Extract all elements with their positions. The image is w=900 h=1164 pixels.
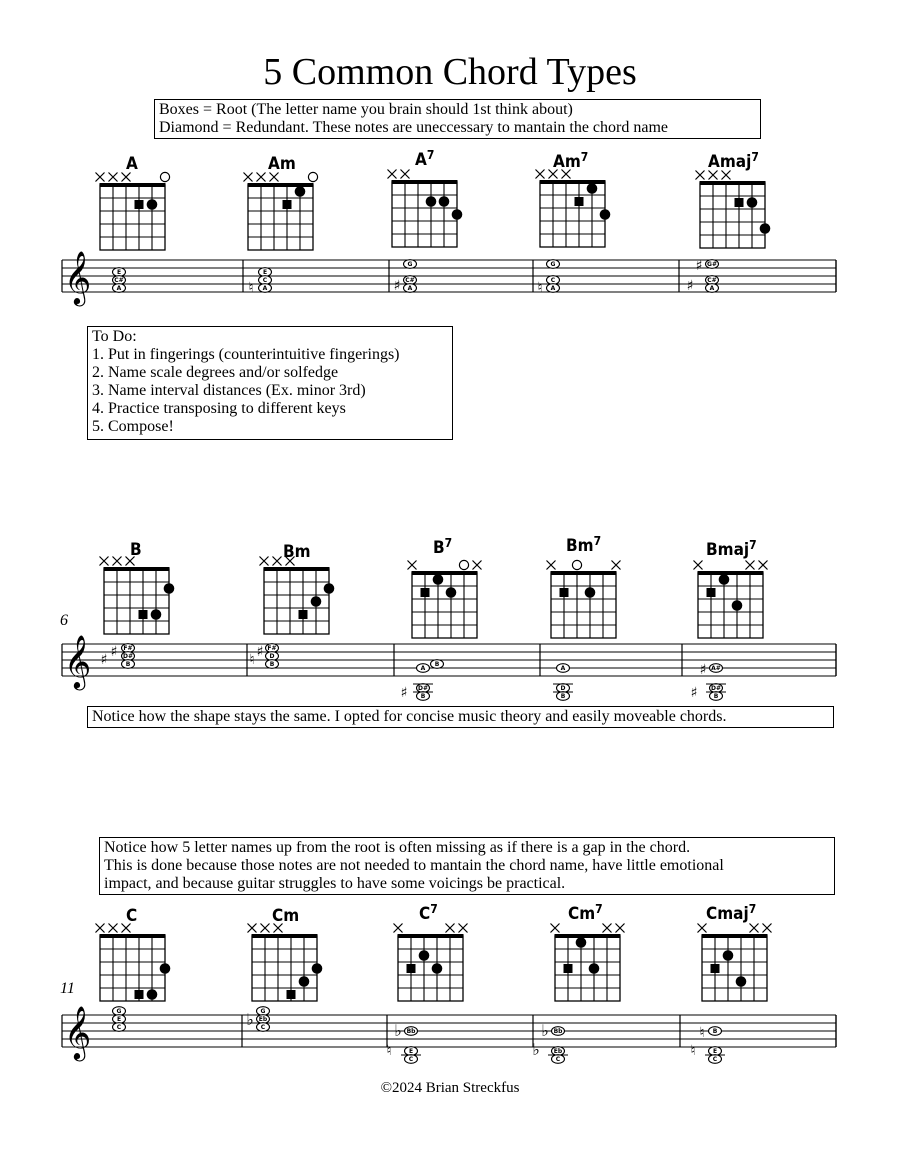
chord-diagram-A7 [392,182,457,247]
finger-dot-marker [600,209,611,220]
note-letter: C# [707,277,717,285]
accidental-icon: ♯ [686,278,694,294]
chord-diagram-A [100,185,165,250]
muted-string-icon [612,561,621,570]
treble-clef-icon: 𝄞 [64,634,92,688]
chord-name-Bm7: Bm$^7$ [566,534,602,556]
root-square-marker [287,990,296,999]
muted-string-icon [709,171,718,180]
muted-string-icon [113,557,122,566]
accidental-icon: ♮ [248,280,254,296]
muted-string-icon [260,557,269,566]
note-letter: A [420,665,426,673]
muted-string-icon [257,173,266,182]
accidental-icon: ♯ [699,662,707,678]
todo-item: 1. Put in fingerings (counterintuitive fingerings) [92,346,400,363]
root-square-marker [135,200,144,209]
note-letter: C [550,277,556,285]
finger-dot-marker [576,937,587,948]
note-letter: B [712,1028,718,1036]
root-square-marker [283,200,292,209]
muted-string-icon [603,924,612,933]
finger-dot-marker [299,976,310,987]
root-square-marker [560,588,569,597]
open-string-icon [572,560,581,569]
root-square-marker [299,610,308,619]
muted-string-icon [694,561,703,570]
accidental-icon: ♮ [699,1025,705,1041]
note-letter: E [408,1048,414,1056]
muted-string-icon [109,173,118,182]
chord-name-C: C [126,906,138,926]
muted-string-icon [408,561,417,570]
muted-string-icon [562,170,571,179]
accidental-icon: ♯ [100,652,108,668]
muted-string-icon [96,173,105,182]
todo-heading: To Do: [92,328,137,345]
muted-string-icon [270,173,279,182]
page-title: 5 Common Chord Types [263,51,637,93]
chord-name-Am7: Am$^7$ [553,150,589,172]
chord-name-B: B [130,540,142,560]
chord-name-C7: $C^7$ [419,902,438,924]
chord-diagram-B7 [412,573,477,638]
muted-string-icon [96,924,105,933]
finger-dot-marker [439,196,450,207]
note-letter: G [407,261,413,269]
note-letter: D [560,685,566,693]
root-square-marker [135,990,144,999]
muted-string-icon [722,171,731,180]
note-letter: B [434,661,440,669]
finger-dot-marker [311,596,322,607]
muted-string-icon [459,924,468,933]
note-letter: Bb [406,1028,416,1036]
chord-name-Amaj7: Amaj$^7$ [708,150,759,172]
chord-name-Cm: Cm [272,906,300,926]
chord-name-Am: Am [268,154,296,174]
accidental-icon: ♯ [690,685,698,701]
note-letter: E [712,1048,718,1056]
finger-dot-marker [736,976,747,987]
muted-string-icon [122,924,131,933]
chord-diagram-Amaj7 [700,183,765,248]
note-letter: C# [114,277,124,285]
chord-name-A7: $A^7$ [415,148,435,170]
finger-dot-marker [295,186,306,197]
accidental-icon: ♯ [393,278,401,294]
finger-dot-marker [419,950,430,961]
copyright-footer: ©2024 Brian Streckfus [380,1080,520,1096]
finger-dot-marker [760,223,771,234]
finger-dot-marker [426,196,437,207]
finger-dot-marker [585,587,596,598]
note-letter: A# [711,665,721,673]
note-letter: B [420,693,426,701]
treble-clef-icon: 𝄞 [64,1005,92,1059]
accidental-icon: ♯ [110,644,118,660]
note-letter: C [260,1024,266,1032]
muted-string-icon [261,924,270,933]
chord-diagram-Bmaj7 [698,573,763,638]
note-letter: D# [710,685,722,693]
note-letter: B [713,693,719,701]
note-letter: D# [122,653,134,661]
accidental-icon: ♮ [249,652,255,668]
open-string-icon [308,172,317,181]
note-letter: F# [123,645,133,653]
note-letter: Eb [258,1016,268,1024]
accidental-icon: ♭ [532,1040,540,1059]
todo-item: 2. Name scale degrees and/or solfedge [92,364,339,381]
note-letter: D [269,653,275,661]
chord-name-Cmaj7: Cmaj$^7$ [706,902,757,924]
legend-line-1: Boxes = Root (The letter name you brain should 1st think about) [159,101,573,118]
accidental-icon: ♯ [695,258,703,274]
finger-dot-marker [747,197,758,208]
muted-string-icon [274,924,283,933]
finger-dot-marker [160,963,171,974]
chord-diagram-B [104,569,169,634]
note-letter: E [116,1016,122,1024]
note-letter: Bb [553,1028,563,1036]
muted-string-icon [547,561,556,570]
finger-dot-marker [432,963,443,974]
finger-dot-marker [723,950,734,961]
muted-string-icon [244,173,253,182]
gap-note-line-3: impact, and because guitar struggles to have some voicings be practical. [104,875,566,892]
muted-string-icon [473,561,482,570]
shape-note-text: Notice how the shape stays the same. I opted for concise music theory and easily moveable chords. [92,708,727,725]
note-letter: C [262,277,268,285]
chord-diagram-Bm7 [551,573,616,638]
root-square-marker [139,610,148,619]
muted-string-icon [273,557,282,566]
open-string-icon [160,172,169,181]
note-letter: A [560,665,566,673]
finger-dot-marker [732,600,743,611]
root-square-marker [407,964,416,973]
note-letter: A [262,285,268,293]
finger-dot-marker [446,587,457,598]
muted-string-icon [750,924,759,933]
root-square-marker [711,964,720,973]
open-string-icon [459,560,468,569]
note-letter: G [116,1008,122,1016]
chord-name-Cm7: Cm$^7$ [568,902,603,924]
accidental-icon: ♭ [541,1021,549,1040]
muted-string-icon [446,924,455,933]
note-letter: D# [417,685,429,693]
root-square-marker [735,198,744,207]
finger-dot-marker [589,963,600,974]
note-letter: A [550,285,556,293]
finger-dot-marker [164,583,175,594]
note-letter: Eb [553,1048,563,1056]
muted-string-icon [248,924,257,933]
note-letter: B [560,693,566,701]
finger-dot-marker [312,963,323,974]
finger-dot-marker [324,583,335,594]
note-letter: G# [707,261,717,269]
note-letter: B [269,661,275,669]
finger-dot-marker [151,609,162,620]
note-letter: A [407,285,413,293]
root-square-marker [707,588,716,597]
accidental-icon: ♮ [386,1043,392,1059]
accidental-icon: ♭ [246,1010,254,1029]
note-letter: C [408,1056,414,1064]
note-letter: F# [267,645,277,653]
finger-dot-marker [433,574,444,585]
todo-item: 4. Practice transposing to different keys [92,400,346,417]
accidental-icon: ♯ [256,644,264,660]
todo-item: 5. Compose! [92,418,174,435]
finger-dot-marker [147,989,158,1000]
measure-number-11: 11 [60,980,75,997]
muted-string-icon [551,924,560,933]
measure-number-6: 6 [60,612,68,629]
muted-string-icon [401,170,410,179]
todo-item: 3. Name interval distances (Ex. minor 3rd) [92,382,366,399]
muted-string-icon [763,924,772,933]
treble-clef-icon: 𝄞 [64,250,92,304]
muted-string-icon [109,924,118,933]
finger-dot-marker [587,183,598,194]
accidental-icon: ♮ [537,280,543,296]
root-square-marker [421,588,430,597]
note-letter: E [262,269,268,277]
finger-dot-marker [719,574,730,585]
chord-name-Bm: Bm [283,542,311,562]
gap-note-line-1: Notice how 5 letter names up from the root is often missing as if there is a gap in the chord. [104,839,691,856]
root-square-marker [575,197,584,206]
note-letter: G [550,261,556,269]
muted-string-icon [698,924,707,933]
chord-name-Bmaj7: Bmaj$^7$ [706,538,757,560]
note-letter: A [709,285,715,293]
note-letter: C [555,1056,561,1064]
muted-string-icon [759,561,768,570]
finger-dot-marker [147,199,158,210]
accidental-icon: ♭ [394,1021,402,1040]
note-letter: C [712,1056,718,1064]
chord-name-A: A [126,154,138,174]
chord-diagram-Cm [252,936,317,1001]
legend-line-2: Diamond = Redundant. These notes are uneccessary to mantain the chord name [159,119,669,136]
root-square-marker [564,964,573,973]
note-letter: B [125,661,131,669]
accidental-icon: ♮ [690,1043,696,1059]
muted-string-icon [549,170,558,179]
muted-string-icon [122,173,131,182]
note-letter: A [116,285,122,293]
muted-string-icon [746,561,755,570]
muted-string-icon [616,924,625,933]
note-letter: G [260,1008,266,1016]
muted-string-icon [388,170,397,179]
note-letter: C [116,1024,122,1032]
gap-note-line-2: This is done because those notes are not needed to mantain the chord name, have little emotional [104,857,724,874]
muted-string-icon [536,170,545,179]
finger-dot-marker [452,209,463,220]
note-letter: E [116,269,122,277]
muted-string-icon [126,557,135,566]
accidental-icon: ♯ [400,685,408,701]
chord-name-B7: $B^7$ [433,536,453,558]
muted-string-icon [286,557,295,566]
muted-string-icon [696,171,705,180]
note-letter: C# [405,277,415,285]
muted-string-icon [100,557,109,566]
muted-string-icon [394,924,403,933]
